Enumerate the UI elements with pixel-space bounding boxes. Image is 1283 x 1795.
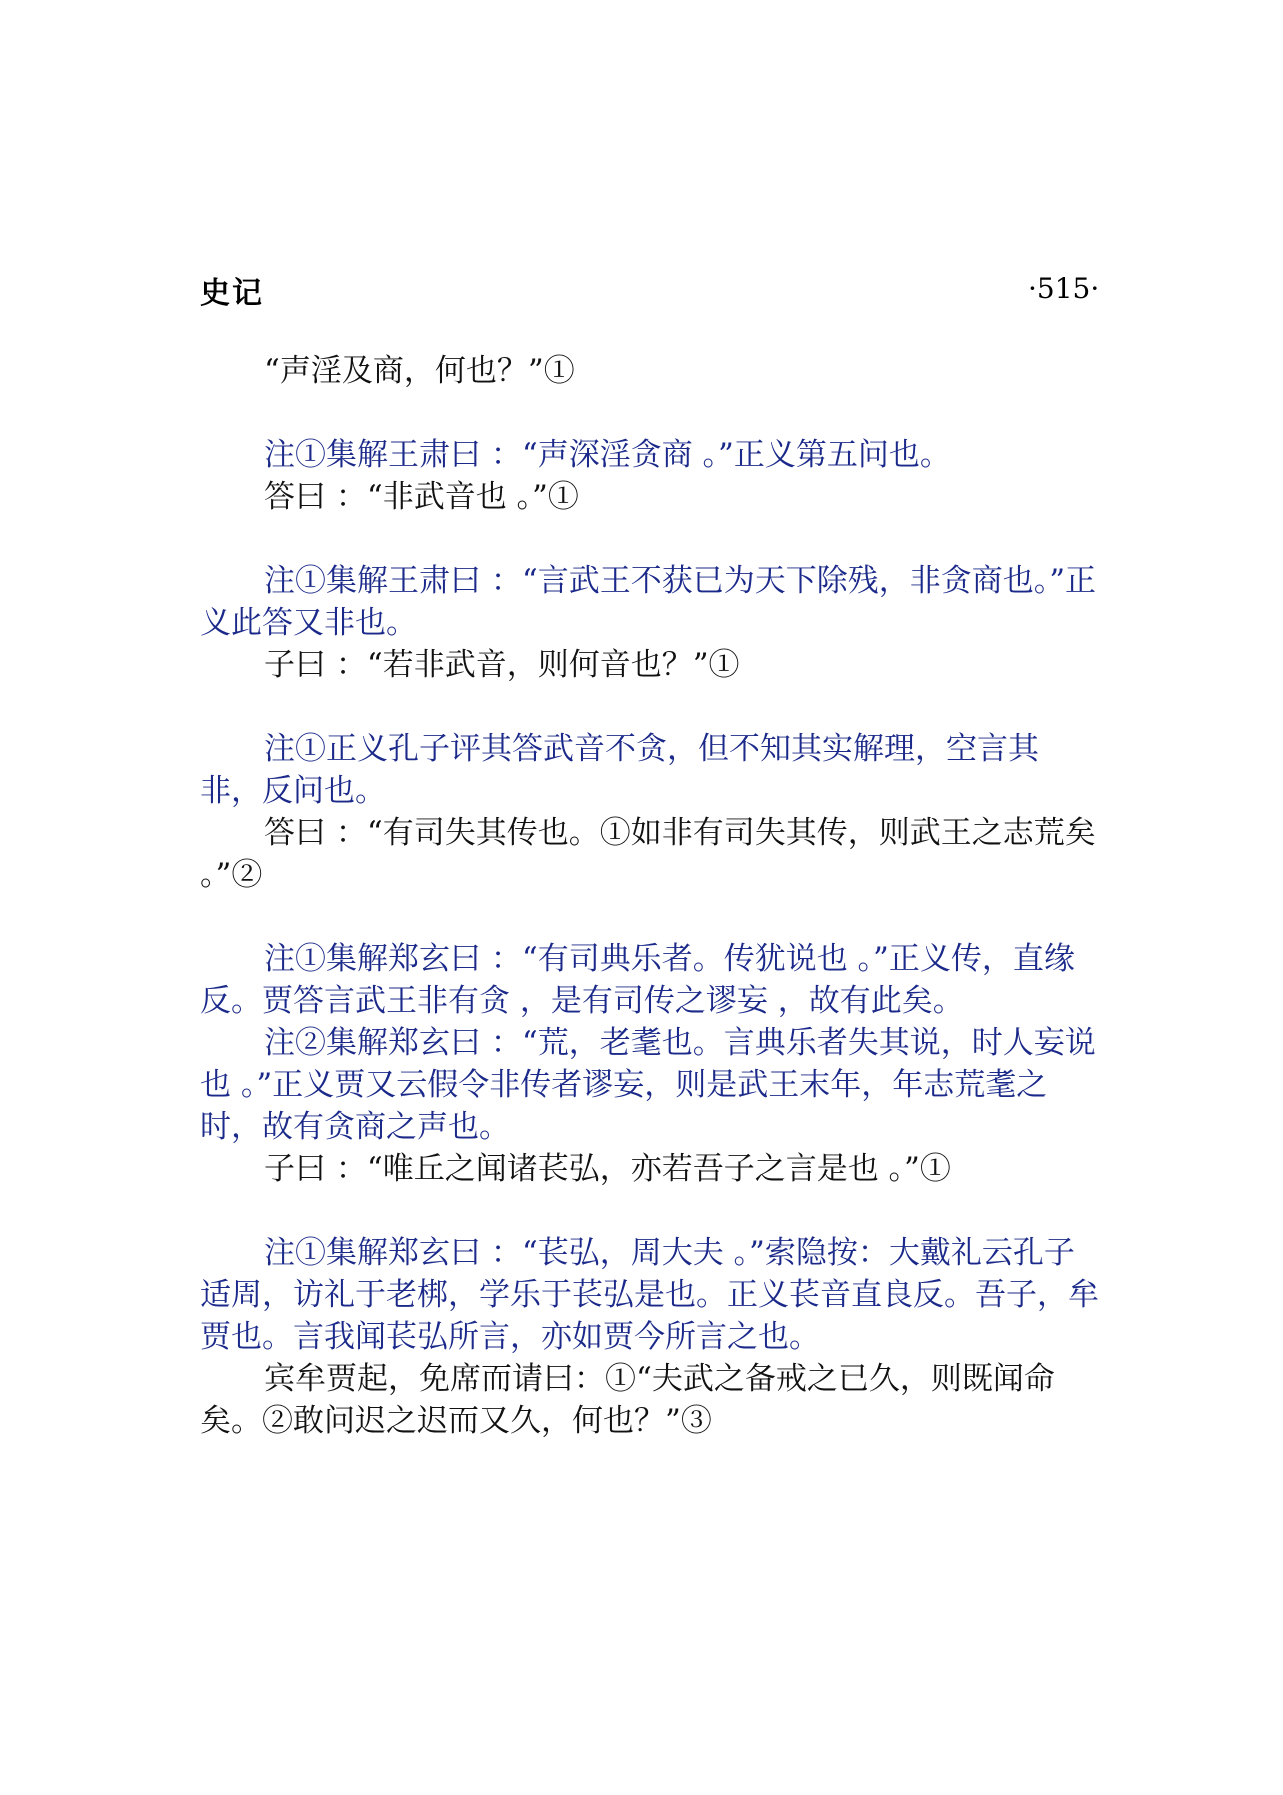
book-title: 史记: [200, 276, 264, 311]
main-text-paragraph: 答曰 ：“有司失其传也。①如非有司失其传，则武王之志荒矣 。”②: [200, 815, 1096, 893]
main-text-paragraph: 答曰 ：“非武音也 。”①: [264, 479, 579, 515]
annotation-paragraph: 注②集解郑玄曰 ：“荒，老耄也。言典乐者失其说，时人妄说也 。”正义贾又云假令非传者谬妄，则是武王末年，年志荒耄之时，故有贪商之声也。: [200, 1025, 1096, 1145]
annotation-paragraph: 注①集解王肃曰 ：“言武王不获已为天下除残，非贪商也。”正义此答又非也。: [200, 563, 1097, 641]
page-number: ·515·: [1028, 272, 1100, 305]
main-text-paragraph: 子曰 ：“唯丘之闻诸苌弘，亦若吾子之言是也 。”①: [264, 1151, 951, 1187]
annotation-paragraph: 注①集解王肃曰 ：“声深淫贪商 。”正义第五问也。: [264, 437, 951, 473]
annotation-paragraph: 注①集解郑玄曰 ：“苌弘，周大夫 。”索隐按：大戴礼云孔子适周，访礼于老梆，学乐于苌弘是也。正义苌音直良反。吾子，牟贾也。言我闻苌弘所言，亦如贾今所言之也。: [200, 1235, 1099, 1355]
main-text-paragraph: 宾牟贾起，免席而请曰：①“夫武之备戒之已久，则既闻命矣。②敢问迟之迟而又久，何也？”③: [200, 1361, 1055, 1439]
annotation-paragraph: 注①集解郑玄曰 ：“有司典乐者。传犹说也 。”正义传，直缘反。贾答言武王非有贪 ，是有司传之谬妄 ，故有此矣。: [200, 941, 1075, 1019]
main-text-paragraph: “声淫及商，何也？”①: [264, 353, 575, 389]
annotation-paragraph: 注①正义孔子评其答武音不贪，但不知其实解理，空言其非，反问也。: [200, 731, 1039, 809]
main-text-paragraph: 子曰 ：“若非武音，则何音也？”①: [264, 647, 740, 683]
body-text: [200, 350, 1100, 1442]
